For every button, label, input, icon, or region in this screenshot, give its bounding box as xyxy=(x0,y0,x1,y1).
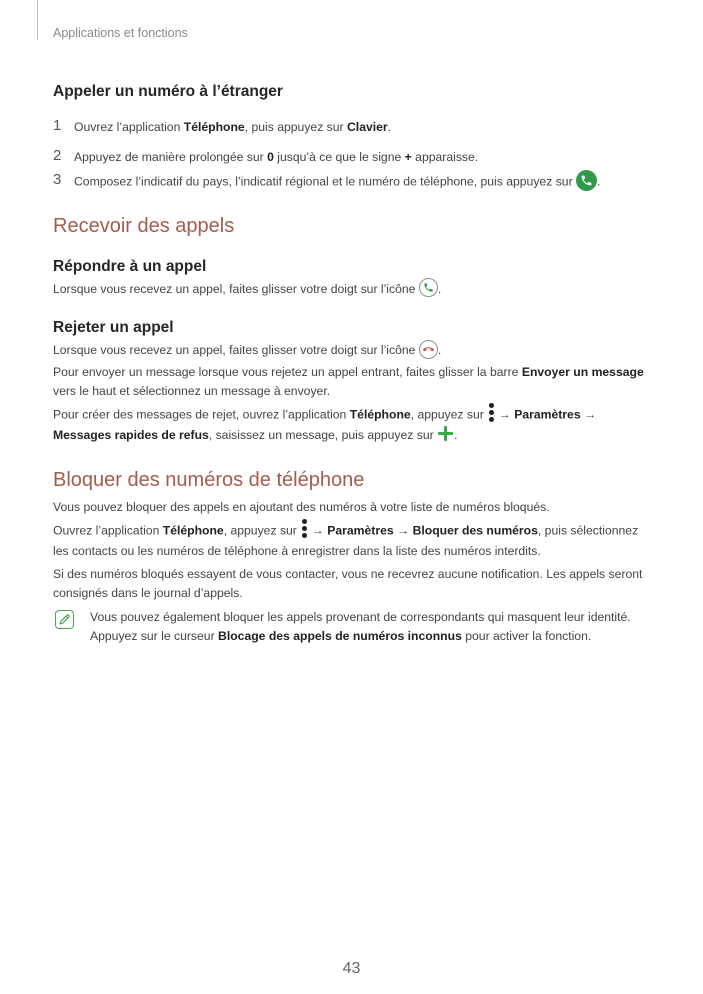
blocked-numbers-info: Si des numéros bloqués essayent de vous contacter, vous ne recevrez aucune notification. Les appels seront consignés dans le journal d’appels. xyxy=(53,566,643,600)
heading-answer-call: Répondre à un appel xyxy=(53,258,207,275)
note-block-unknown: Vous pouvez également bloquer les appels provenant de correspondants qui masquent leur identité. Appuyez sur le curseur Blocage des appels de numéros inconnus pour activer la fonction. xyxy=(53,608,653,646)
custom-reject-messages-instructions: Pour créer des messages de rejet, ouvrez l’application Téléphone, appuyez sur → Paramètres → Messages rapides de refus, saisissez un message, puis appuyez sur . xyxy=(53,405,653,445)
ui-term: Messages rapides de refus xyxy=(53,427,209,442)
ui-term: Téléphone xyxy=(162,523,224,538)
ui-term: + xyxy=(404,150,412,164)
reject-call-icon xyxy=(419,340,438,359)
header-rule xyxy=(37,0,38,40)
ui-term: Téléphone xyxy=(349,407,411,422)
ui-term: Paramètres xyxy=(327,523,394,538)
reject-call-instructions: Lorsque vous recevez un appel, faites glisser votre doigt sur l’icône . xyxy=(53,341,653,360)
ui-term: Paramètres xyxy=(514,407,581,422)
reject-with-message-instructions: Pour envoyer un message lorsque vous rejetez un appel entrant, faites glisser la barre Envoyer un message vers le haut et sélectionnez un message à envoyer. xyxy=(53,364,644,398)
answer-call-icon xyxy=(419,278,438,297)
ui-term: Envoyer un message xyxy=(521,364,644,379)
step-number: 3 xyxy=(53,171,62,188)
step-3: 3 Composez l’indicatif du pays, l’indicatif régional et le numéro de téléphone, puis appuyez sur . xyxy=(53,172,653,193)
more-options-icon xyxy=(487,402,495,423)
page-number: 43 xyxy=(342,960,361,977)
more-options-icon xyxy=(300,518,308,539)
ui-term: 0 xyxy=(267,150,274,164)
running-head: Applications et fonctions xyxy=(53,26,188,40)
step-number: 2 xyxy=(53,147,62,164)
phone-call-icon xyxy=(576,170,597,191)
ui-term: Blocage des appels de numéros inconnus xyxy=(218,628,462,643)
block-numbers-instructions: Ouvrez l’application Téléphone, appuyez sur → Paramètres → Bloquer des numéros, puis sélectionnez les contacts ou les numéros de téléphone à enregistrer dans la liste des numéros interdits. xyxy=(53,521,653,561)
ui-term: Bloquer des numéros xyxy=(412,523,538,538)
step-1: 1 Ouvrez l’application Téléphone, puis appuyez sur Clavier. xyxy=(53,117,392,134)
heading-block-numbers: Bloquer des numéros de téléphone xyxy=(53,468,365,491)
ui-term: Clavier xyxy=(347,120,388,134)
block-numbers-intro: Vous pouvez bloquer des appels en ajoutant des numéros à votre liste de numéros bloqués. xyxy=(53,499,550,514)
heading-receive-calls: Recevoir des appels xyxy=(53,215,235,237)
step-2: 2 Appuyez de manière prolongée sur 0 jusqu’à ce que le signe + apparaisse. xyxy=(53,147,479,164)
step-number: 1 xyxy=(53,117,62,134)
plus-icon xyxy=(437,425,454,442)
heading-reject-call: Rejeter un appel xyxy=(53,319,174,337)
answer-call-instructions: Lorsque vous recevez un appel, faites glisser votre doigt sur l’icône . xyxy=(53,280,653,299)
note-pencil-icon xyxy=(55,610,74,629)
heading-international-call: Appeler un numéro à l’étranger xyxy=(53,83,283,100)
ui-term: Téléphone xyxy=(183,120,245,134)
page-content xyxy=(53,82,653,646)
